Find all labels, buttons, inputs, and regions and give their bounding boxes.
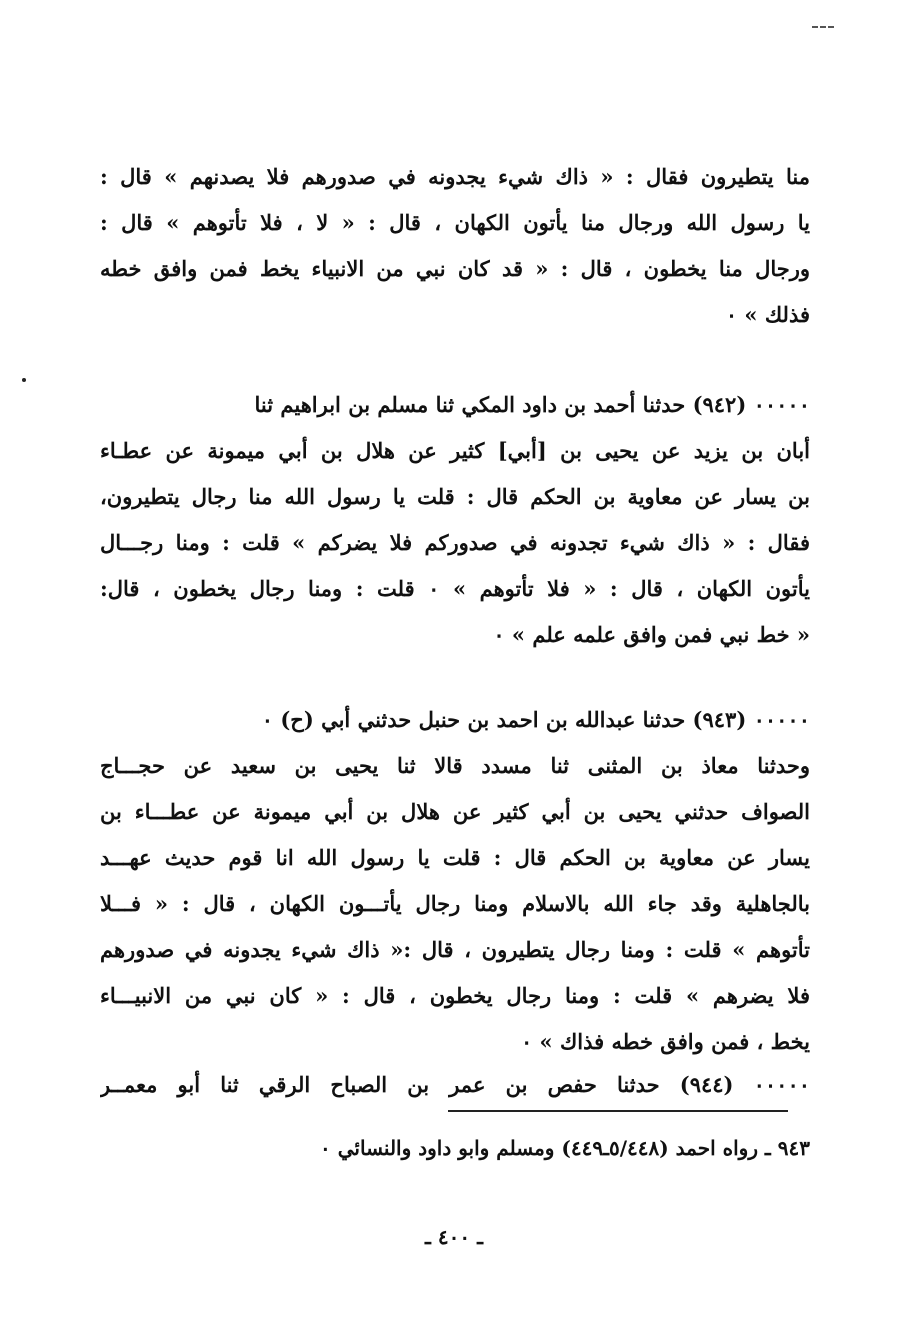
text-line: بالجاهلية وقد جاء الله بالاسلام ومنا رجال يأتـــون الكهان ، قال : « فـــلا: [100, 891, 810, 916]
text-line: بن يسار عن معاوية بن الحكم قال : قلت يا رسول الله منا رجال يتطيرون،: [100, 484, 810, 509]
hadith-heading-line: ٠٠٠٠٠ (٩٤٤) حدثنا حفص بن عمر بن الصباح الرقي ثنا أبو معمــر: [100, 1072, 810, 1097]
text-line: الصواف حدثني يحيى بن أبي كثير عن هلال بن أبي ميمونة عن عطـــاء بن: [100, 799, 810, 824]
hadith-942: [100, 382, 810, 658]
text-line: يأتون الكهان ، قال : « فلا تأتوهم » ٠ قلت : ومنا رجال يخطون ، قال:: [100, 576, 810, 601]
text-line: فذلك » ٠: [725, 302, 810, 327]
hadith-heading-line: ٠٠٠٠٠ (٩٤٣) حدثنا عبدالله بن احمد بن حنبل حدثني أبي (ح) ٠: [261, 707, 810, 732]
hadith-943: [100, 697, 810, 1065]
text-line: فلا يضرهم » قلت : ومنا رجال يخطون ، قال : « كان نبي من الانبيـــاء: [100, 983, 810, 1008]
footnote-separator: [448, 1110, 788, 1112]
text-line: وحدثنا معاذ بن المثنى ثنا مسدد قالا ثنا يحيى بن سعيد عن حجـــاج: [100, 753, 810, 778]
text-line: تأتوهم » قلت : ومنا رجال يتطيرون ، قال :« ذاك شيء يجدونه في صدورهم: [100, 937, 810, 962]
text-line: ورجال منا يخطون ، قال : « قد كان نبي من الانبياء يخط فمن وافق خطه: [100, 256, 810, 281]
text-line: فقال : « ذاك شيء تجدونه في صدوركم فلا يضركم » قلت : ومنا رجـــال: [100, 530, 810, 555]
hadith-heading-line: ٠٠٠٠٠ (٩٤٢) حدثنا أحمد بن داود المكي ثنا مسلم بن ابراهيم ثنا: [254, 392, 810, 417]
text-line: يخط ، فمن وافق خطه فذاك » ٠: [520, 1029, 810, 1054]
ink-dot: [22, 378, 26, 382]
footnote: ٩٤٣ ـ رواه احمد (٥/٤٤٨ـ٤٤٩) ومسلم وابو داود والنسائي ٠: [320, 1136, 810, 1160]
text-line: أبان بن يزيد عن يحيى بن [أبي] كثير عن هلال بن أبي ميمونة عن عطـاء: [100, 438, 810, 463]
paragraph-continuation: [100, 154, 810, 338]
scan-mark: [812, 26, 834, 30]
text-line: يسار عن معاوية بن الحكم قال : قلت يا رسول الله انا قوم حديث عهـــد: [100, 845, 810, 870]
text-line: منا يتطيرون فقال : « ذاك شيء يجدونه في صدورهم فلا يصدنهم » قال :: [100, 164, 810, 189]
page-number: ـ ٤٠٠ ـ: [425, 1225, 483, 1249]
hadith-944: [100, 1062, 810, 1108]
text-line: يا رسول الله ورجال منا يأتون الكهان ، قال : « لا ، فلا تأتوهم » قال :: [100, 210, 810, 235]
text-line: « خط نبي فمن وافق علمه علم » ٠: [493, 622, 810, 647]
